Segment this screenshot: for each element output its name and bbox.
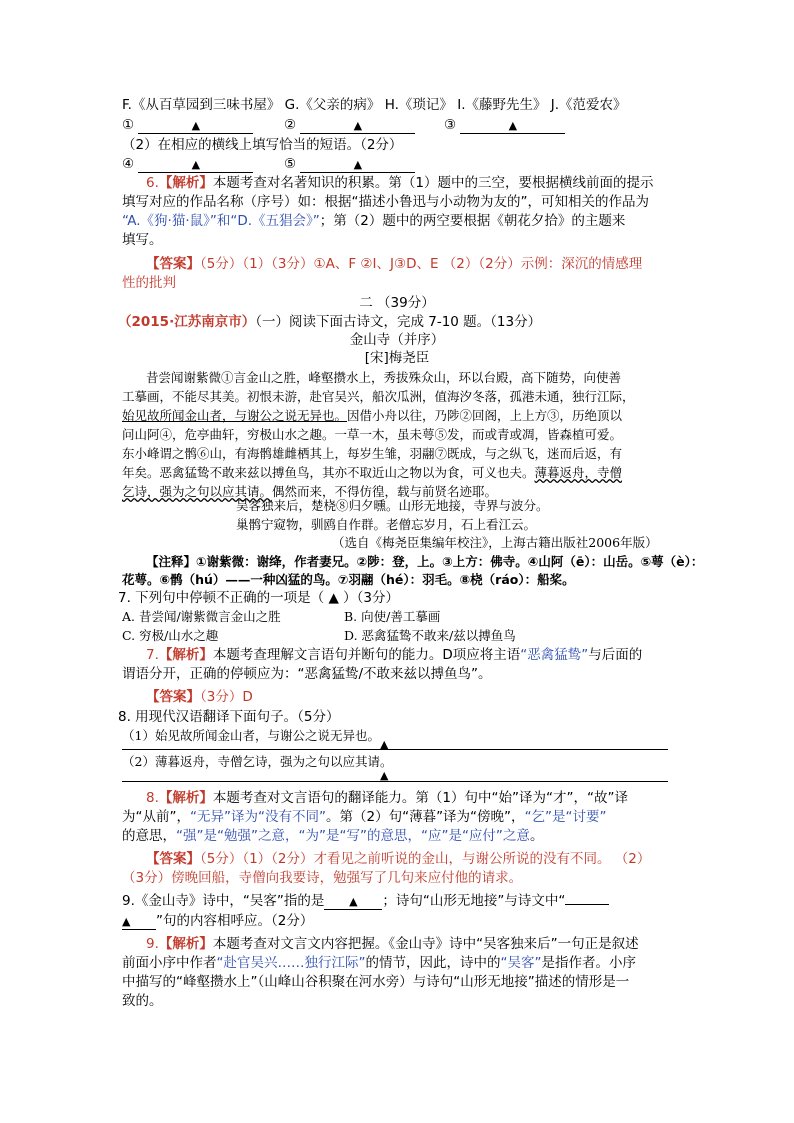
section-2-intro: （2015·江苏南京市）（一）阅读下面古诗文，完成 7-10 题。（13分）: [118, 314, 542, 330]
preface-line-2: 工摹画，不能尽其美。初恨未游，赴官吴兴，船次瓜洲，值海汐冬落，孤港未通，独行江际，: [122, 389, 635, 404]
q5-sub2: （2）在相应的横线上填写恰当的短语。（2分）: [122, 137, 403, 153]
answer-tag: 【答案】: [146, 256, 200, 272]
q8-sentence-1: （1）始见故所闻金山者，与谢公之说无异也。: [122, 728, 380, 743]
preface-line-7: 乞诗，强为之句以应其请。偶然而来，不得仿徨，载与前贤名迹耶。: [122, 484, 498, 499]
q9-blank-2-cont[interactable]: ▲: [122, 915, 156, 930]
q5-blanks-row-1: [122, 116, 565, 134]
q5-blank-2[interactable]: ▲: [300, 119, 415, 134]
q7-option-d[interactable]: D. 恶禽猛鸷不敢来/兹以搏鱼鸟: [344, 628, 516, 643]
notes-line-1: 【注释】①谢紫微：谢绛，作者妻兄。②陟：登，上。③上方：佛寺。④山阿（ē）：山岳。⑤萼（è）：: [146, 554, 704, 569]
q7-option-a[interactable]: A. 昔尝闻/谢紫微言金山之胜: [122, 609, 281, 624]
analysis-8-line-1: 8.【解析】本题考查对文言语句的翻译能力。第（1）句中“始”译为“才”，“故”译: [146, 790, 628, 806]
poem-title: 金山寺（并序）: [349, 332, 445, 348]
analysis-9-line-4: 致的。: [122, 993, 163, 1009]
preface-line-4: 问山阿④，危亭曲轩，穷极山水之趣。一草一木，虽未萼⑤发，而或青或凋，皆森植可爱。: [122, 427, 623, 442]
analysis-tag: 【解析】: [158, 790, 213, 806]
notes-line-2: 花萼。⑥鹘（hú）——一种凶猛的鸟。⑦羽翮（hé）：羽毛。⑧桡（ráo）：船桨。: [122, 572, 575, 587]
preface-line-3: 始见故所闻金山者，与谢公之说无异也。因借小舟以往，乃陟②回阁，上上方③，历绝顶以: [122, 408, 623, 423]
answer-6-line-2: 性的批判: [122, 275, 176, 291]
q8-stem: 8. 用现代汉语翻译下面句子。（5分）: [118, 709, 340, 725]
answer-7: 【答案】（3分）D: [146, 689, 253, 705]
q9-stem-line-2: ▲ ”句的内容相呼应。（2分）: [122, 913, 314, 929]
poem-line-1: 吴客独来后，楚桡⑧归夕曛。山形无地接，寺界与波分。: [236, 498, 549, 513]
q5-blank-1[interactable]: ▲: [138, 119, 253, 134]
q5-blank-4[interactable]: ▲: [138, 158, 253, 173]
analysis-tag: 【解析】: [158, 647, 213, 663]
preface-line-6: 年矣。恶禽猛鸷不敢来兹以搏鱼鸟，其亦不取近山之物以为食，可义也夫。薄暮返舟，寺僧: [122, 465, 623, 480]
q8-answer-marker-1: ▲: [380, 738, 389, 751]
analysis-8-line-3: 的意思，“强”是“勉强”之意，“为”是“写”的意思，“应”是“应付”之意。: [122, 828, 544, 844]
q5-blank-num-4: ④: [122, 156, 135, 172]
analysis-6-line-3: “A.《狗·猫·鼠》”和“D.《五猖会》”；第（2）题中的两空要根据《朝花夕拾》的主题来: [122, 213, 626, 229]
answer-8-line-1: 【答案】（5分）（1）（2分）才看见之前听说的金山，与谢公所说的没有不同。 （2）: [146, 851, 651, 867]
q8-sentence-2: （2）薄暮返舟，寺僧乞诗，强为之句以应其请。: [122, 754, 393, 769]
section-2-title: 二 （39分）: [359, 295, 435, 311]
q7-option-b[interactable]: B. 向使/善工摹画: [344, 609, 441, 624]
poem-author: [宋]梅尧臣: [364, 350, 430, 366]
analysis-tag: 【解析】: [158, 175, 213, 191]
source-tag: （2015·江苏南京市）: [118, 314, 256, 330]
q8-answer-line-2[interactable]: [122, 781, 668, 782]
q9-blank-2[interactable]: [565, 904, 609, 905]
q7-option-c[interactable]: C. 穷极/山水之趣: [122, 628, 219, 643]
analysis-9-line-2: 前面小序中作者“赴官吴兴……独行江际”的情节，因此，诗中的“吴客”是指作者。小序: [122, 955, 636, 971]
analysis-7-line-1: 7.【解析】本题考查理解文言语句并断句的能力。D项应将主语“恶禽猛鸷”与后面的: [146, 647, 643, 663]
q5-options-line: F.《从百草园到三味书屋》 G.《父亲的病》 H.《琐记》 I.《藤野先生》 J.《范爱农》: [122, 97, 627, 113]
answer-8-line-2: （3分）傍晚回船，寺僧向我要诗，勉强写了几句来应付他的请求。: [122, 870, 523, 886]
answer-tag: 【答案】: [146, 851, 200, 867]
q7-stem: 7. 下列句中停顿不正确的一项是（ ▲ ）（3分）: [118, 590, 399, 606]
analysis-7-line-2: 谓语分开，正确的停顿应为：“恶禽猛鸷/不敢来兹以搏鱼鸟”。: [122, 666, 492, 682]
preface-line-5: 东小峰谓之鹘⑥山，有海鹘雄雌栖其上，每岁生雏，羽翮⑦既成，与之纵飞，迷而后返，有: [122, 446, 623, 461]
q5-blank-num-5: ⑤: [284, 156, 297, 172]
q8-answer-line-1[interactable]: [122, 749, 668, 750]
analysis-6-line-4: 填写。: [122, 232, 163, 248]
poem-line-2: 巢鹘宁窥物，驯鸥自作群。老僧忘岁月，石上看江云。: [236, 517, 537, 532]
analysis-6-line-1: 6.【解析】本题考查对名著知识的积累。第（1）题中的三空，要根据横线前面的提示: [146, 175, 654, 191]
q5-blanks-row-2: [122, 155, 415, 173]
q5-blank-num-1: ①: [122, 117, 135, 133]
analysis-6-line-2: 填写对应的作品名称（序号）如：根据“描述小鲁迅与小动物为友的”，可知相关的作品为: [122, 194, 649, 210]
preface-line-1: 昔尝闻谢紫微①言金山之胜，峰壑攒水上，秀拔殊众山，环以台殿，高下随势，向使善: [146, 370, 622, 385]
answer-tag: 【答案】: [146, 689, 200, 705]
q5-blank-5[interactable]: ▲: [300, 158, 415, 173]
q9-stem-line-1: 9.《金山寺》诗中，“吴客”指的是 ▲ ；诗句“山形无地接”与诗文中“: [122, 892, 609, 910]
answer-6-line-1: 【答案】（5分）（1）（3分）①A、F ②I、J③D、E （2）（2分）示例：深沉的情感理: [146, 256, 643, 272]
q8-answer-marker-2: ▲: [380, 769, 389, 782]
q9-blank-1[interactable]: ▲: [324, 895, 382, 910]
q5-blank-num-2: ②: [284, 117, 297, 133]
q5-blank-3[interactable]: ▲: [460, 119, 565, 134]
q5-blank-num-3: ③: [444, 117, 457, 133]
poem-source: （选自《梅尧臣集编年校注》，上海古籍出版社2006年版）: [332, 535, 658, 550]
analysis-tag: 【解析】: [158, 936, 213, 952]
analysis-9-line-3: 中描写的“峰壑攒水上”（山峰山谷积聚在河水旁）与诗句“山形无地接”描述的情形是一: [122, 974, 630, 990]
analysis-9-line-1: 9.【解析】本题考查对文言文内容把握。《金山寺》诗中“吴客独来后”一句正是叙述: [146, 936, 639, 952]
analysis-8-line-2: 为“从前”，“无异”译为“没有不同”。第（2）句“薄暮”译为“傍晚”，“乞”是“讨要”: [122, 809, 607, 825]
